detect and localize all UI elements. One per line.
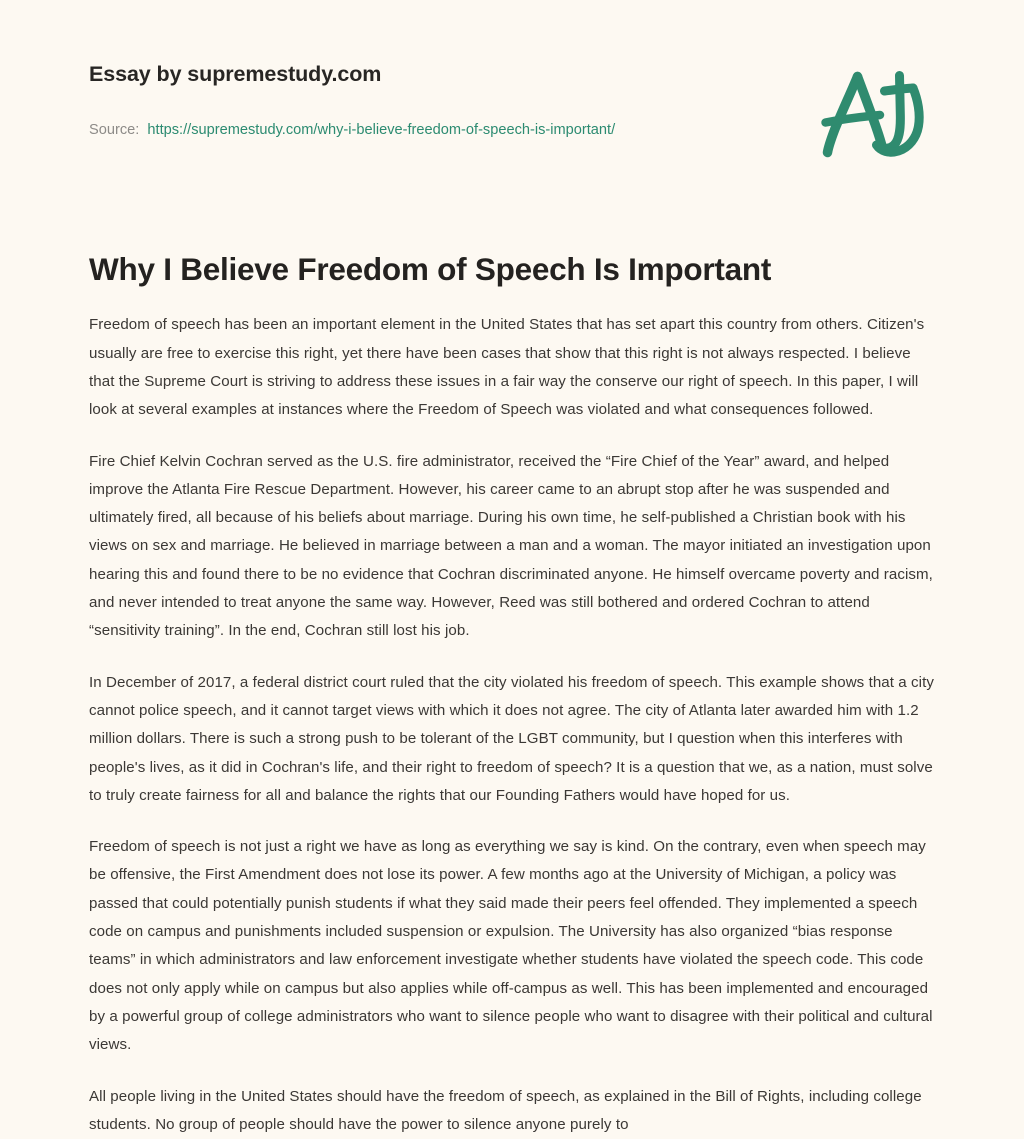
article-body	[89, 311, 938, 1139]
article	[89, 250, 938, 1139]
source-url-link[interactable]: https://supremestudy.com/why-i-believe-freedom-of-speech-is-important/	[147, 122, 615, 138]
paragraph: Freedom of speech has been an important element in the United States that has set apart this country from others. Citizen's usually are free to exercise this right, yet there have been cases that show that this right is not always respected. I believe that the Supreme Court is striving to address these issues in a fair way the conserve our right of speech. In this paper, I will look at several examples at instances where the Freedom of Speech was violated and what consequences followed.	[89, 311, 938, 424]
source-label: Source:	[89, 122, 139, 138]
site-byline: Essay by supremestudy.com	[89, 62, 381, 87]
a-plus-logo-icon	[812, 56, 932, 168]
paragraph: All people living in the United States should have the freedom of speech, as explained in the Bill of Rights, including college students. No group of people should have the power to silence anyone purely to	[89, 1083, 938, 1139]
paragraph: Freedom of speech is not just a right we have as long as everything we say is kind. On the contrary, even when speech may be offensive, the First Amendment does not lose its power. A few months ago at the University of Michigan, a policy was passed that could potentially punish students if what they said made their peers feel offended. They implemented a speech code on campus and punishments included suspension or expulsion. The University has also organized “bias response teams” in which administrators and law enforcement investigate whether students have violated the speech code. This code does not only apply while on campus but also applies while off-campus as well. This has been implemented and encouraged by a powerful group of college administrators who want to silence people who want to disagree with their political and cultural views.	[89, 833, 938, 1059]
paragraph: In December of 2017, a federal district court ruled that the city violated his freedom of speech. This example shows that a city cannot police speech, and it cannot target views with which it does not agree. The city of Atlanta later awarded him with 1.2 million dollars. There is such a strong push to be tolerant of the LGBT community, but I question when this interferes with people's lives, as it did in Cochran's life, and their right to freedom of speech? It is a question that we, as a nation, must solve to truly create fairness for all and balance the rights that our Founding Fathers would have hoped for us.	[89, 669, 938, 810]
document-header	[0, 0, 1024, 190]
source-line	[89, 123, 615, 138]
paragraph: Fire Chief Kelvin Cochran served as the U.S. fire administrator, received the “Fire Chief of the Year” award, and helped improve the Atlanta Fire Rescue Department. However, his career came to an abrupt stop after he was suspended and ultimately fired, all because of his beliefs about marriage. During his own time, he self-published a Christian book with his views on sex and marriage. He believed in marriage between a man and a woman. The mayor initiated an investigation upon hearing this and found there to be no evidence that Cochran discriminated anyone. He himself overcame poverty and racism, and never intended to treat anyone the same way. However, Reed was still bothered and ordered Cochran to attend “sensitivity training”. In the end, Cochran still lost his job.	[89, 448, 938, 646]
page-title: Why I Believe Freedom of Speech Is Important	[89, 250, 938, 289]
